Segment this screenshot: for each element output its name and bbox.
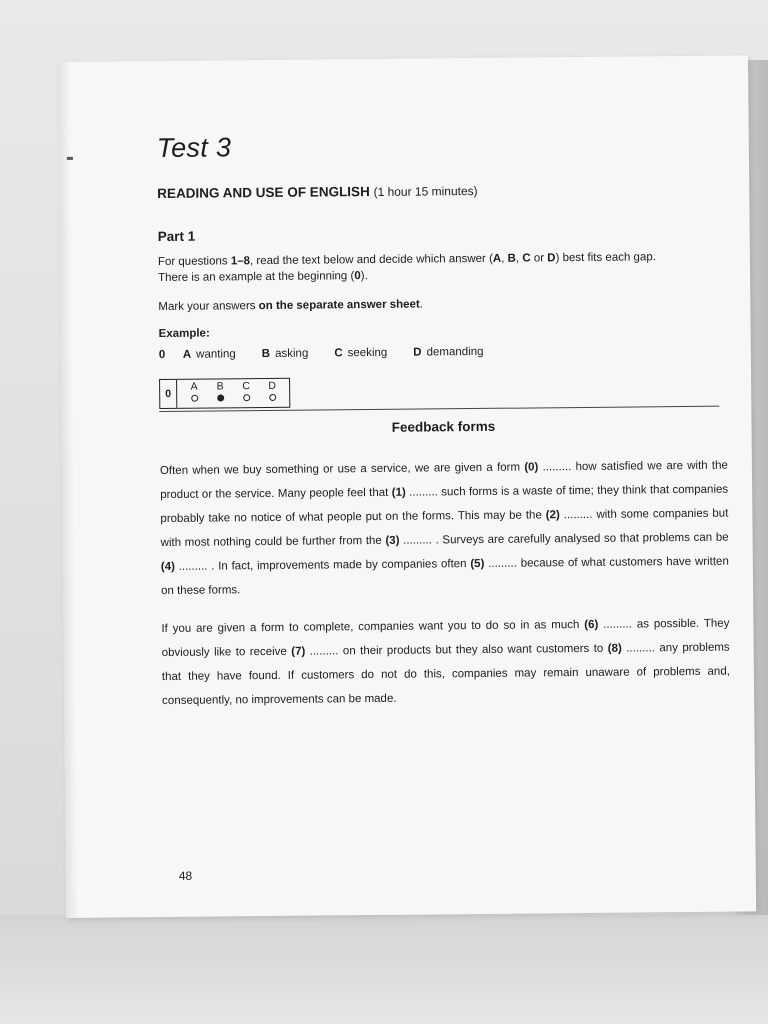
text-title: Feedback forms <box>391 418 496 435</box>
section-name: READING AND USE OF ENGLISH <box>157 184 370 202</box>
example-answer-box <box>159 378 290 409</box>
answer-bubble-c <box>243 394 250 401</box>
answer-bubble-b <box>217 394 224 401</box>
book-page <box>58 55 756 918</box>
answer-box-choices <box>177 379 289 408</box>
paragraph-2: If you are given a form to complete, companies want you to do so in as much (6) ......... as possible. They obviously like to receive (7) ......... on their products but they also want customers to (8) ......... any problems that they have found. If customers do not do this, companies may remain unaware of problems and, consequently, no improvements can be made. <box>161 617 730 708</box>
part-title: Part 1 <box>157 228 196 245</box>
choice-letter: B <box>216 380 224 393</box>
example-option-b: B asking <box>261 347 309 361</box>
instructions: For questions 1–8, read the text below and decide which answer (A, B, C or D) best fits each gap. There is an example at the beginning (0). <box>157 251 656 285</box>
answer-bubble-a <box>191 395 198 402</box>
mark-answers-instruction: Mark your answers on the separate answer sheet. <box>158 298 424 314</box>
example-number: 0 <box>158 348 166 362</box>
binding-mark <box>67 157 73 160</box>
bottom-shade <box>0 915 768 1024</box>
test-title: Test 3 <box>156 132 232 164</box>
page-number: 48 <box>178 868 193 883</box>
section-duration: (1 hour 15 minutes) <box>373 183 478 199</box>
answer-box-number: 0 <box>160 380 177 408</box>
answer-choice-a <box>181 381 207 408</box>
answer-choice-d <box>259 380 285 407</box>
page-edge <box>58 62 78 918</box>
choice-letter: C <box>242 380 250 393</box>
choice-letter: A <box>190 380 198 393</box>
choice-letter: D <box>268 379 276 392</box>
page-content <box>157 128 731 727</box>
example-options <box>159 344 727 361</box>
example-option-a: A wanting <box>182 348 236 361</box>
answer-choice-b <box>207 380 233 407</box>
answer-choice-c <box>233 380 259 407</box>
paragraph-1: Often when we buy something or use a service, we are given a form (0) ......... how satisfied we are with the product or the service. Many people feel that (1) ......... such forms is a waste of time; they think that companies probably take no notice of what people put on the forms. This may be the (2) ......... with some companies but with most nothing could be further from the (3) ......... . Surveys are carefully analysed so that problems can be (4) ......... . In fact, improvements made by companies often (5) ......... because of what customers have written on these forms. <box>159 459 729 598</box>
answer-bubble-d <box>269 394 276 401</box>
section-title <box>157 181 725 201</box>
example-option-c: C seeking <box>334 346 388 360</box>
example-label: Example: <box>158 327 210 341</box>
example-option-d: D demanding <box>413 345 484 359</box>
